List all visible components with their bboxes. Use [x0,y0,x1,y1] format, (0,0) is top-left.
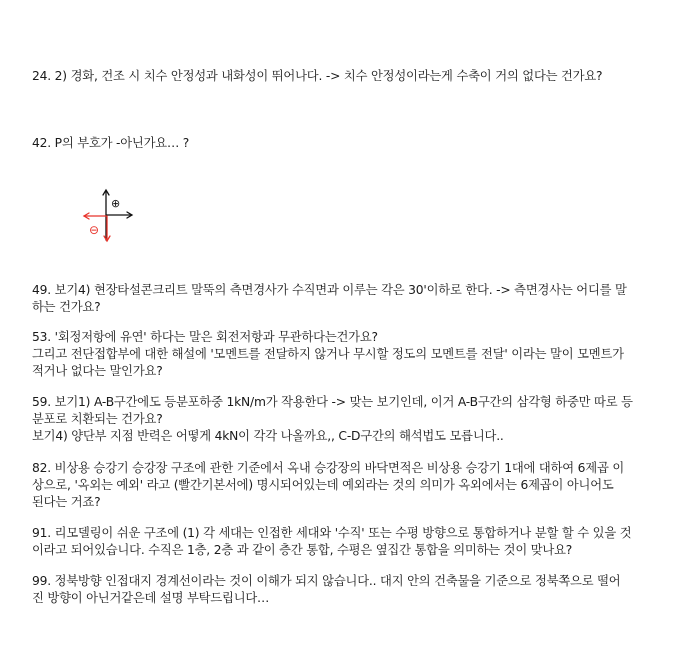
question-49-line-1: 49. 보기4) 현장타설콘크리트 말뚝의 측면경사가 수직면과 이루는 각은 30'이하로 한다. -> 측면경사는 어디를 말 [32,283,627,297]
plus-label: ⊕ [111,197,121,210]
question-59-line-1: 59. 보기1) A-B구간에도 등분포하중 1kN/m가 작용한다 -> 맞는 보기인데, 이거 A-B구간의 삼각형 하중만 따로 등 [32,395,633,409]
minus-label: ⊖ [89,223,100,237]
question-42 [32,135,644,152]
question-53 [32,329,644,380]
question-24 [32,68,644,85]
question-99 [32,573,644,607]
question-53-line-3: 적거나 없다는 말인가요? [32,364,163,378]
question-91-line-2: 이라고 되어있습니다. 수직은 1층, 2층 과 같이 층간 통합, 수평은 옆집간 통합을 의미하는 것이 맞나요? [32,543,573,557]
question-53-line-2: 그리고 전단접합부에 대한 해설에 '모멘트를 전달하지 않거나 무시할 정도의 모멘트를 전달' 이라는 말이 모멘트가 [32,347,624,361]
question-99-line-1: 99. 정북방향 인접대지 경계선이라는 것이 이해가 되지 않습니다.. 대지 안의 건축물을 기준으로 정북쪽으로 떨어 [32,574,621,588]
question-82-line-3: 된다는 거죠? [32,495,101,509]
question-82-line-2: 상으로, '옥외는 예외' 라고 (빨간기본서에) 명시되어있는데 예외라는 것의 의미가 옥외에서는 6제곱이 아니어도 [32,478,614,492]
question-49 [32,282,644,316]
question-91 [32,525,644,559]
question-99-line-2: 진 방향이 아닌거같은데 설명 부탁드립니다… [32,591,270,605]
question-49-line-2: 하는 건가요? [32,300,101,314]
question-42-line-1: 42. P의 부호가 -아닌가요… ? [32,136,190,150]
sign-convention-sketch [82,185,142,245]
question-59-line-3: 보기4) 양단부 지점 반력은 어떻게 4kN이 각각 나올까요,, C-D구간의 해석법도 모릅니다.. [32,429,504,443]
question-91-line-1: 91. 리모델링이 쉬운 구조에 (1) 각 세대는 인접한 세대와 '수직' 또는 수평 방향으로 통합하거나 분할 할 수 있을 것 [32,526,632,540]
question-82-line-1: 82. 비상용 승강기 승강장 구조에 관한 기준에서 옥내 승강장의 바닥면적은 비상용 승강기 1대에 대하여 6제곱 이 [32,461,625,475]
question-59-line-2: 분포로 치환되는 건가요? [32,412,163,426]
question-24-line-1: 24. 2) 경화, 건조 시 치수 안정성과 내화성이 뛰어나다. -> 치수 안정성이라는게 수축이 거의 없다는 건가요? [32,69,603,83]
question-82 [32,460,644,511]
question-59 [32,394,644,445]
question-53-line-1: 53. '회정저항에 유연' 하다는 말은 회전저항과 무관하다는건가요? [32,330,378,344]
